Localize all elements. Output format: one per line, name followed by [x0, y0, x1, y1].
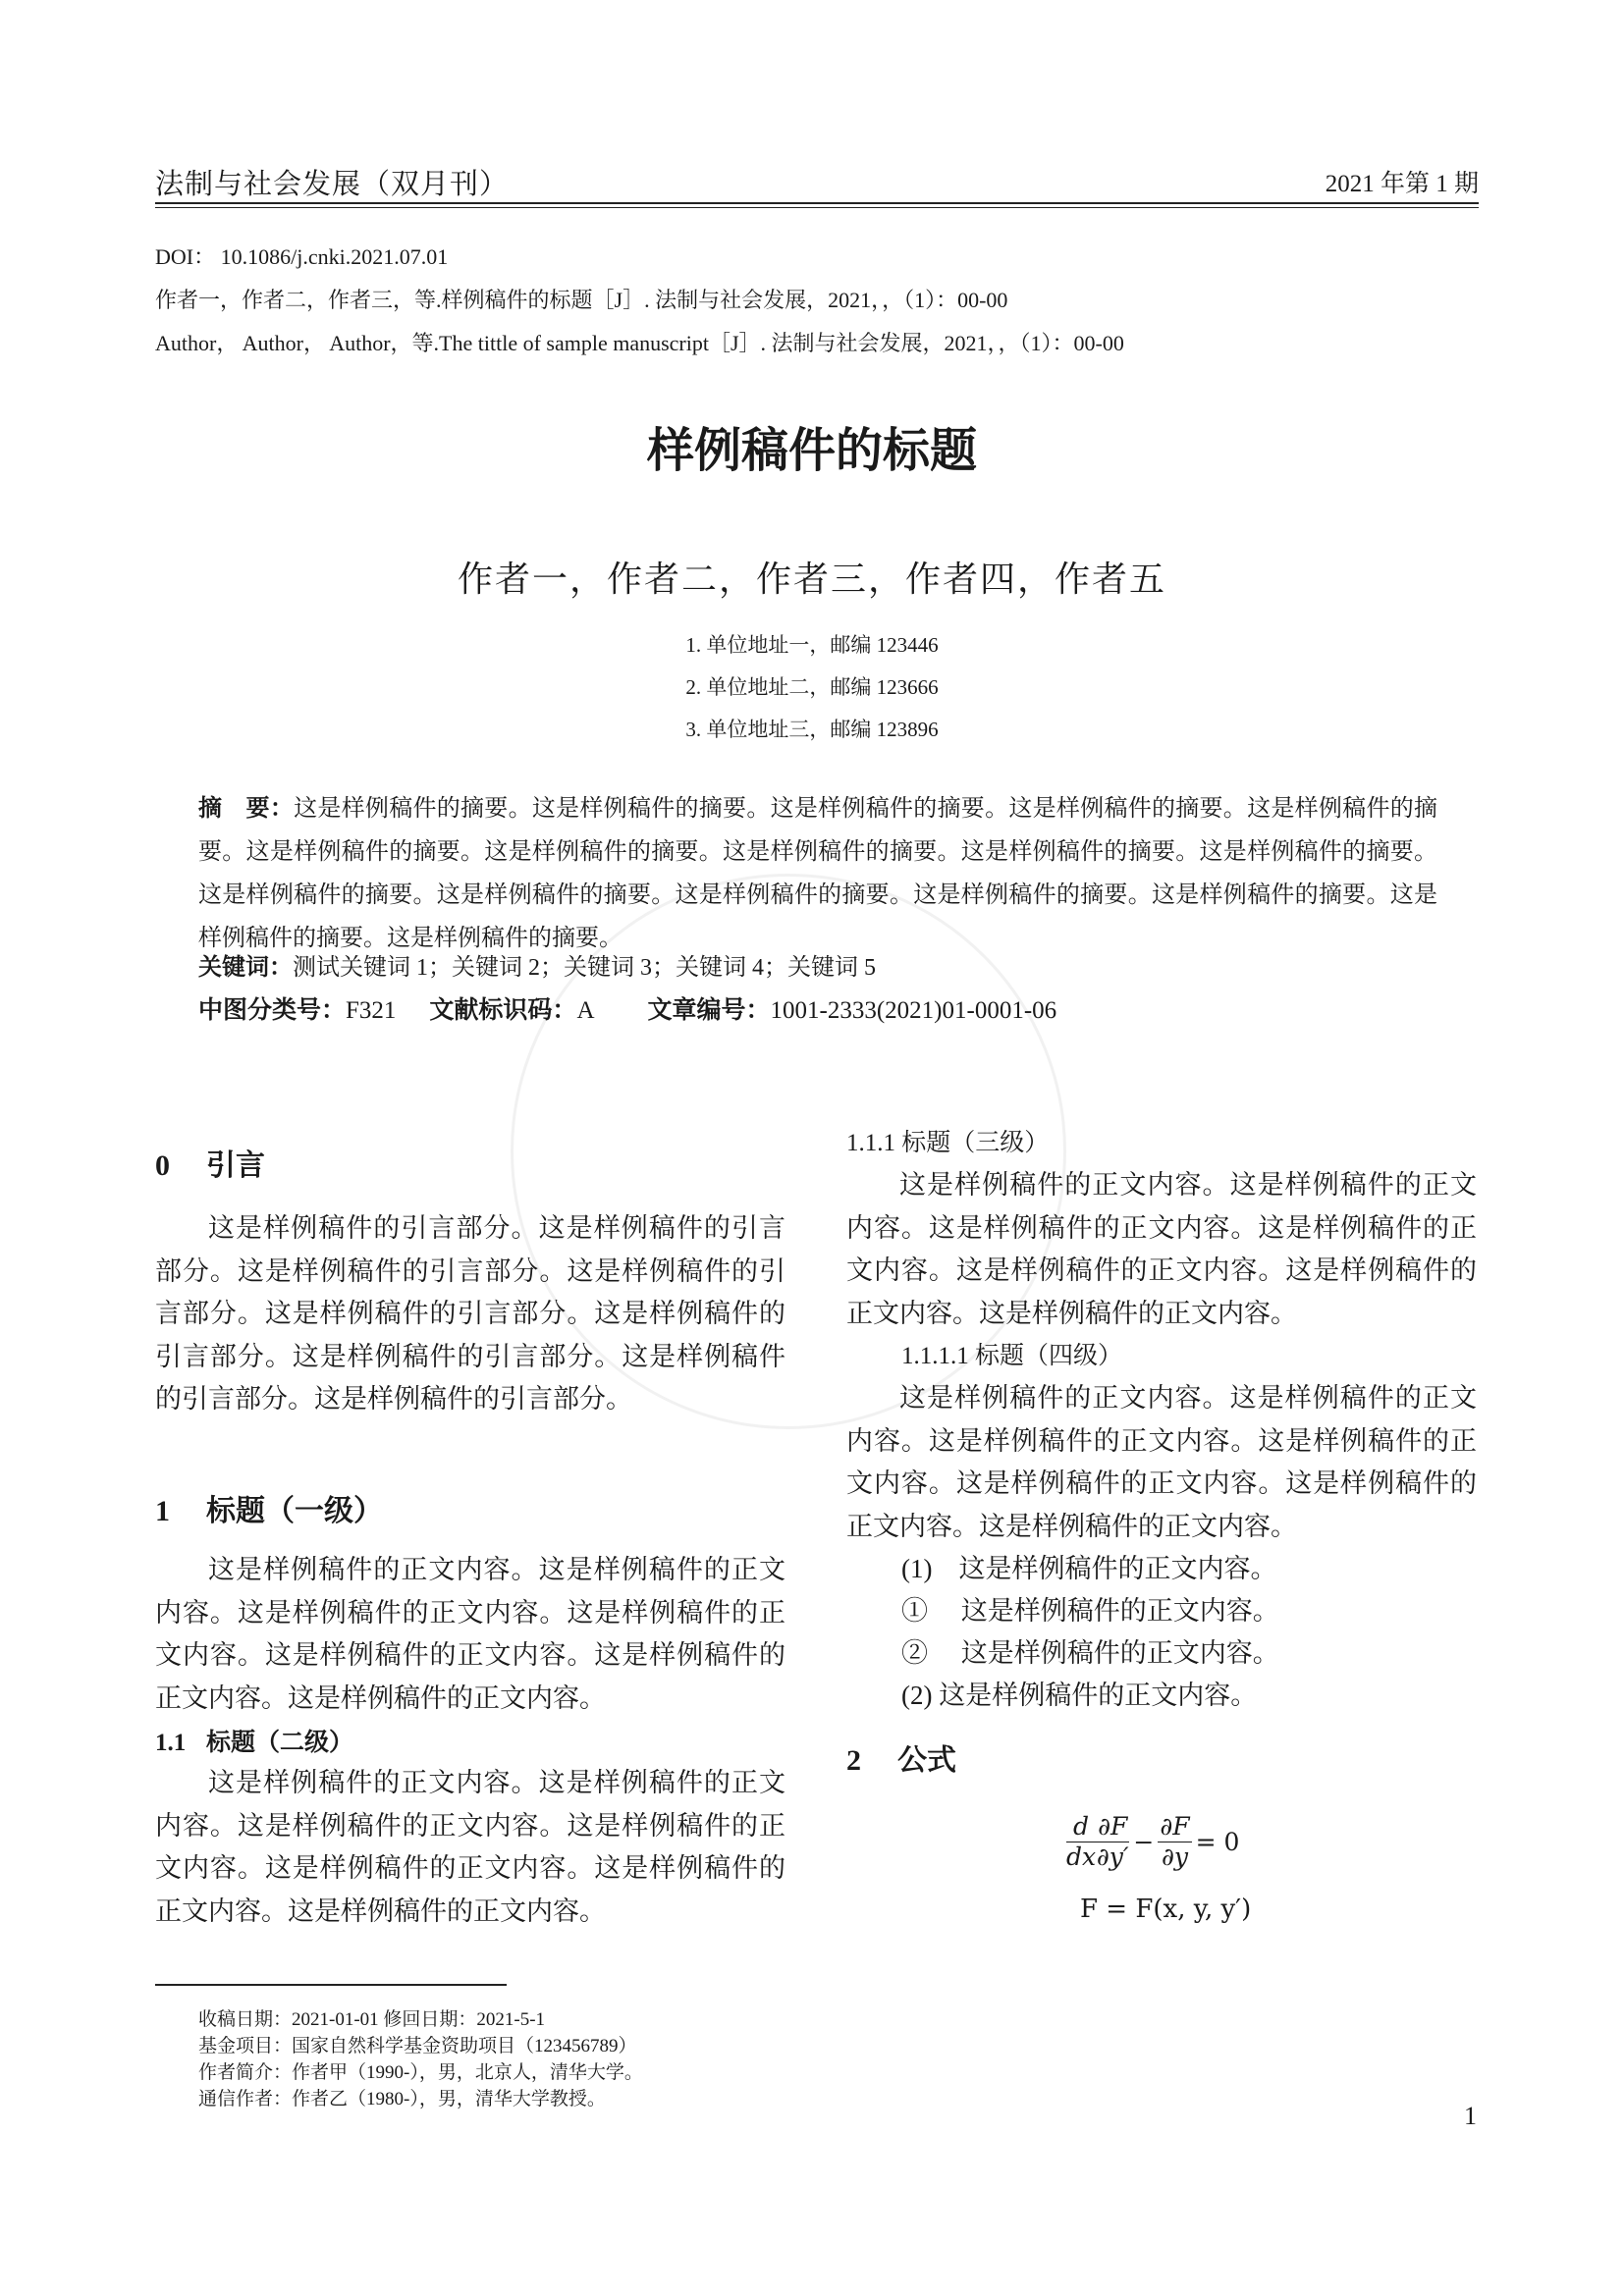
section-1-1-1-heading: 1.1.1 标题（三级） — [846, 1130, 1050, 1156]
section-number: 1.1 — [155, 1730, 187, 1756]
doi-line[interactable]: DOI： 10.1086/j.cnki.2021.07.01 — [155, 244, 449, 269]
fraction — [1096, 1812, 1129, 1872]
footnote-rule — [155, 1984, 507, 1986]
section-0-body: 这是样例稿件的引言部分。这是样例稿件的引言部分。这是样例稿件的引言部分。这是样例稿件的引言部分。这是样例稿件的引言部分。这是样例稿件的引言部分。这是样例稿件的引言部分。这是样例稿件的引言部分。这是样例稿件的引言部分。 — [155, 1213, 785, 1414]
list-item: (1) 这是样例稿件的正文内容。 — [901, 1554, 1277, 1583]
classification-line — [198, 989, 1437, 1033]
affiliation-2: 2. 单位地址二，邮编 123666 — [685, 675, 939, 699]
list-item: (2) 这是样例稿件的正文内容。 — [901, 1681, 1258, 1710]
section-1-1-1-body: 这是样例稿件的正文内容。这是样例稿件的正文内容。这是样例稿件的正文内容。这是样例稿件的正文内容。这是样例稿件的正文内容。这是样例稿件的正文内容。这是样例稿件的正文内容。 — [846, 1170, 1477, 1328]
article-no-label: 文章编号： — [647, 997, 771, 1024]
keywords — [198, 946, 1437, 989]
affiliation-3: 3. 单位地址三，邮编 123896 — [685, 718, 939, 741]
equation-function: F = F(x, y, y′) — [1080, 1895, 1252, 1924]
header-rule — [155, 202, 1479, 204]
journal-name: 法制与社会发展（双月刊） — [155, 169, 510, 200]
article-no-value: 1001-2333(2021)01-0001-06 — [770, 997, 1057, 1024]
section-1-heading — [155, 1490, 785, 1533]
list-item: ① 这是样例稿件的正文内容。 — [901, 1596, 1279, 1626]
keywords-text: 测试关键词 1；关键词 2；关键词 3；关键词 4；关键词 5 — [293, 955, 876, 981]
footnote-corresponding: 通信作者：作者乙（1980-），男，清华大学教授。 — [198, 2089, 606, 2109]
section-number: 0 — [155, 1149, 170, 1182]
equation-euler-lagrange — [1066, 1812, 1239, 1872]
clc-label: 中图分类号： — [198, 997, 347, 1024]
footnote-author-bio: 作者简介：作者甲（1990-），男，北京人，清华大学。 — [198, 2062, 643, 2083]
denominator: ∂y′ — [1096, 1842, 1129, 1871]
page-number: 1 — [1464, 2102, 1477, 2130]
section-number: 2 — [846, 1744, 861, 1777]
denominator: ∂y — [1161, 1842, 1189, 1871]
section-title: 标题（二级） — [206, 1730, 354, 1756]
author-list: 作者一，作者二，作者三，作者四，作者五 — [457, 560, 1166, 599]
numerator: d — [1066, 1812, 1096, 1842]
section-1-1-heading — [155, 1722, 785, 1765]
doc-code-value: A — [576, 997, 595, 1024]
denominator: dx — [1066, 1842, 1097, 1871]
section-1-body: 这是样例稿件的正文内容。这是样例稿件的正文内容。这是样例稿件的正文内容。这是样例稿件的正文内容。这是样例稿件的正文内容。这是样例稿件的正文内容。这是样例稿件的正文内容。 — [155, 1555, 785, 1713]
section-1-1-1-1-body: 这是样例稿件的正文内容。这是样例稿件的正文内容。这是样例稿件的正文内容。这是样例稿件的正文内容。这是样例稿件的正文内容。这是样例稿件的正文内容。这是样例稿件的正文内容。 — [846, 1383, 1477, 1541]
issue-label: 2021 年第 1 期 — [1325, 171, 1479, 197]
doc-code-label: 文献标识码： — [429, 997, 577, 1024]
abstract-text: 这是样例稿件的摘要。这是样例稿件的摘要。这是样例稿件的摘要。这是样例稿件的摘要。这是样例稿件的摘要。这是样例稿件的摘要。这是样例稿件的摘要。这是样例稿件的摘要。这是样例稿件的摘要。这是样例稿件的摘要。这是样例稿件的摘要。这是样例稿件的摘要。这是样例稿件的摘要。这是样例稿件的摘要。这是样例稿件的摘要。这是样例稿件的摘要。这是样例稿件的摘要。 — [198, 796, 1438, 951]
section-title: 标题（一级） — [206, 1495, 383, 1527]
section-title: 引言 — [206, 1149, 265, 1182]
section-number: 1 — [155, 1495, 170, 1527]
abstract-label: 摘 要： — [198, 796, 295, 822]
section-1-1-body: 这是样例稿件的正文内容。这是样例稿件的正文内容。这是样例稿件的正文内容。这是样例稿件的正文内容。这是样例稿件的正文内容。这是样例稿件的正文内容。这是样例稿件的正文内容。 — [155, 1768, 785, 1926]
numerator: ∂F — [1098, 1812, 1128, 1841]
equation-rhs: = 0 — [1195, 1828, 1240, 1856]
abstract — [198, 787, 1437, 960]
section-title: 公式 — [897, 1744, 956, 1777]
fraction — [1066, 1812, 1096, 1872]
fraction — [1158, 1812, 1191, 1872]
list-item: ② 这是样例稿件的正文内容。 — [901, 1638, 1279, 1668]
section-0-heading — [155, 1145, 785, 1188]
minus-sign: − — [1133, 1828, 1155, 1856]
footnote-funding: 基金项目：国家自然科学基金资助项目（123456789） — [198, 2036, 637, 2056]
affiliation-1: 1. 单位地址一，邮编 123446 — [685, 633, 939, 657]
citation-cn: 作者一，作者二，作者三，等.样例稿件的标题［J］. 法制与社会发展，2021，，（1）：00-00 — [155, 288, 1008, 312]
footnote-received: 收稿日期：2021-01-01 修回日期：2021-5-1 — [198, 2009, 546, 2030]
clc-value: F321 — [346, 997, 397, 1024]
header-rule-thin — [155, 207, 1479, 208]
section-2-heading — [846, 1739, 1477, 1783]
keywords-label: 关键词： — [198, 955, 293, 981]
numerator: ∂F — [1160, 1812, 1190, 1841]
section-1-1-1-1-heading: 1.1.1.1 标题（四级） — [901, 1343, 1123, 1369]
citation-en: Author， Author， Author，等.The tittle of sample manuscript［J］. 法制与社会发展，2021，，（1）：00-00 — [155, 331, 1124, 355]
paper-title: 样例稿件的标题 — [646, 425, 977, 477]
